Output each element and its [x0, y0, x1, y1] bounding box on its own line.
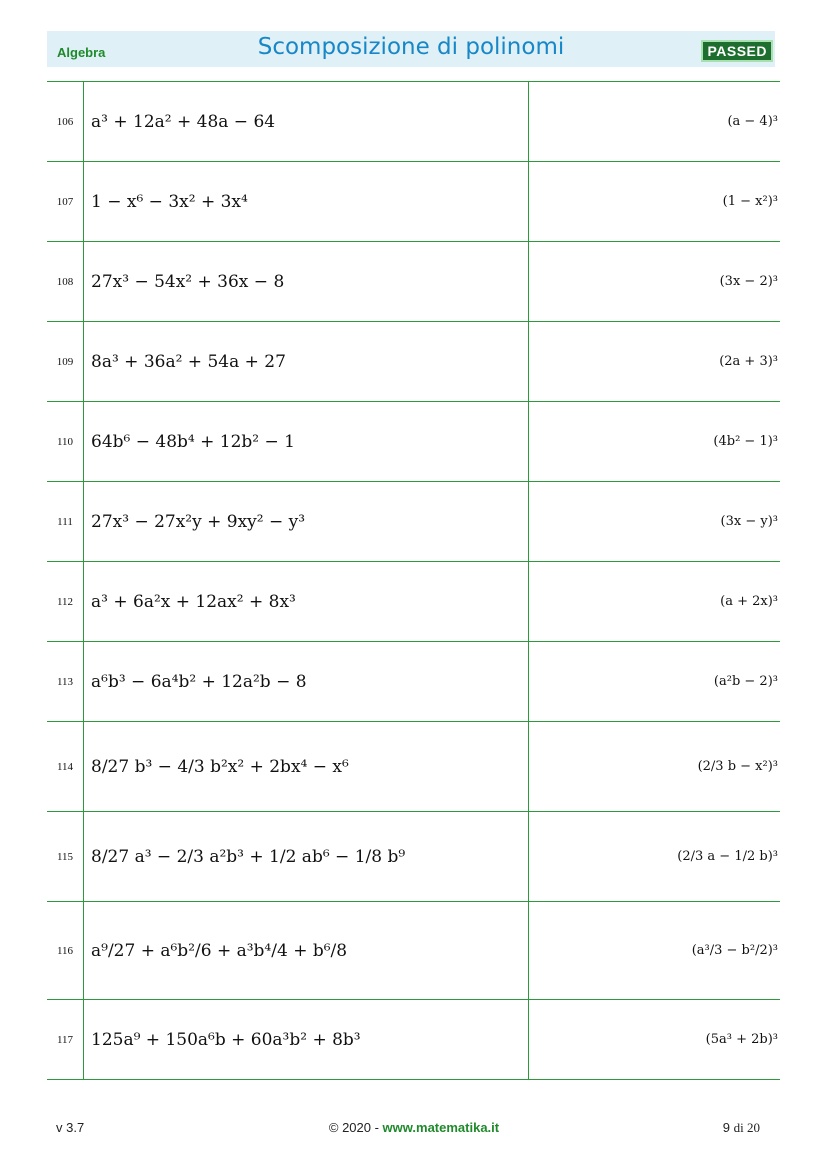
table-row: [47, 562, 780, 642]
copyright-text: © 2020 -: [328, 1120, 383, 1135]
table-row: [47, 902, 780, 1000]
exercise-number: 109: [47, 322, 84, 401]
polynomial-expression: a³ + 12a² + 48a − 64: [91, 111, 276, 132]
column-divider: [528, 322, 529, 401]
polynomial-expression: 64b⁶ − 48b⁴ + 12b² − 1: [91, 431, 295, 452]
polynomial-expression: a⁶b³ − 6a⁴b² + 12a²b − 8: [91, 671, 307, 692]
exercise-table: [47, 81, 780, 1080]
page-title: Scomposizione di polinomi: [257, 34, 565, 60]
exercise-number: 106: [47, 82, 84, 161]
table-row: [47, 82, 780, 162]
exercise-number: 116: [47, 902, 84, 999]
polynomial-expression: a⁹/27 + a⁶b²/6 + a³b⁴/4 + b⁶/8: [91, 940, 348, 961]
table-row: [47, 642, 780, 722]
column-divider: [528, 242, 529, 321]
polynomial-expression: 27x³ − 27x²y + 9xy² − y³: [91, 511, 306, 532]
table-row: [47, 812, 780, 902]
table-row: [47, 322, 780, 402]
exercise-number: 113: [47, 642, 84, 721]
factored-result: (a − 4)³: [727, 114, 778, 129]
polynomial-expression: 125a⁹ + 150a⁶b + 60a³b² + 8b³: [91, 1029, 361, 1050]
exercise-number: 117: [47, 1000, 84, 1079]
site-link[interactable]: www.matematika.it: [382, 1120, 500, 1135]
column-divider: [528, 722, 529, 811]
exercise-number: 115: [47, 812, 84, 901]
table-row: [47, 722, 780, 812]
factored-result: (1 − x²)³: [722, 194, 778, 209]
exercise-number: 108: [47, 242, 84, 321]
exercise-number: 107: [47, 162, 84, 241]
exercise-number: 110: [47, 402, 84, 481]
copyright-line: [0, 1120, 828, 1135]
version-label: v 3.7: [56, 1120, 85, 1135]
column-divider: [528, 82, 529, 161]
column-divider: [528, 562, 529, 641]
table-row: [47, 242, 780, 322]
polynomial-expression: 8/27 a³ − 2/3 a²b³ + 1/2 ab⁶ − 1/8 b⁹: [91, 846, 406, 867]
factored-result: (4b² − 1)³: [713, 434, 778, 449]
subject-label: Algebra: [57, 45, 106, 60]
table-row: [47, 162, 780, 242]
factored-result: (a³/3 − b²/2)³: [691, 943, 778, 958]
column-divider: [528, 1000, 529, 1079]
polynomial-expression: 27x³ − 54x² + 36x − 8: [91, 271, 285, 292]
factored-result: (2a + 3)³: [719, 354, 778, 369]
page-number: [723, 1120, 760, 1136]
table-row: [47, 402, 780, 482]
exercise-number: 111: [47, 482, 84, 561]
polynomial-expression: 8/27 b³ − 4/3 b²x² + 2bx⁴ − x⁶: [91, 756, 349, 777]
polynomial-expression: a³ + 6a²x + 12ax² + 8x³: [91, 591, 296, 612]
factored-result: (a²b − 2)³: [713, 674, 778, 689]
exercise-number: 114: [47, 722, 84, 811]
column-divider: [528, 902, 529, 999]
factored-result: (5a³ + 2b)³: [705, 1032, 778, 1047]
column-divider: [528, 482, 529, 561]
column-divider: [528, 812, 529, 901]
polynomial-expression: 1 − x⁶ − 3x² + 3x⁴: [91, 191, 248, 212]
page-current: 9: [722, 1120, 730, 1135]
factored-result: (3x − y)³: [720, 514, 778, 529]
polynomial-expression: 8a³ + 36a² + 54a + 27: [91, 351, 286, 372]
factored-result: (2/3 a − 1/2 b)³: [677, 849, 778, 864]
factored-result: (2/3 b − x²)³: [697, 759, 778, 774]
factored-result: (3x − 2)³: [719, 274, 778, 289]
column-divider: [528, 402, 529, 481]
page-header: [47, 31, 775, 67]
page-total: di 20: [733, 1120, 760, 1135]
table-row: [47, 482, 780, 562]
table-row: [47, 1000, 780, 1080]
passed-badge: PASSED: [701, 40, 773, 62]
exercise-number: 112: [47, 562, 84, 641]
column-divider: [528, 162, 529, 241]
column-divider: [528, 642, 529, 721]
factored-result: (a + 2x)³: [720, 594, 778, 609]
